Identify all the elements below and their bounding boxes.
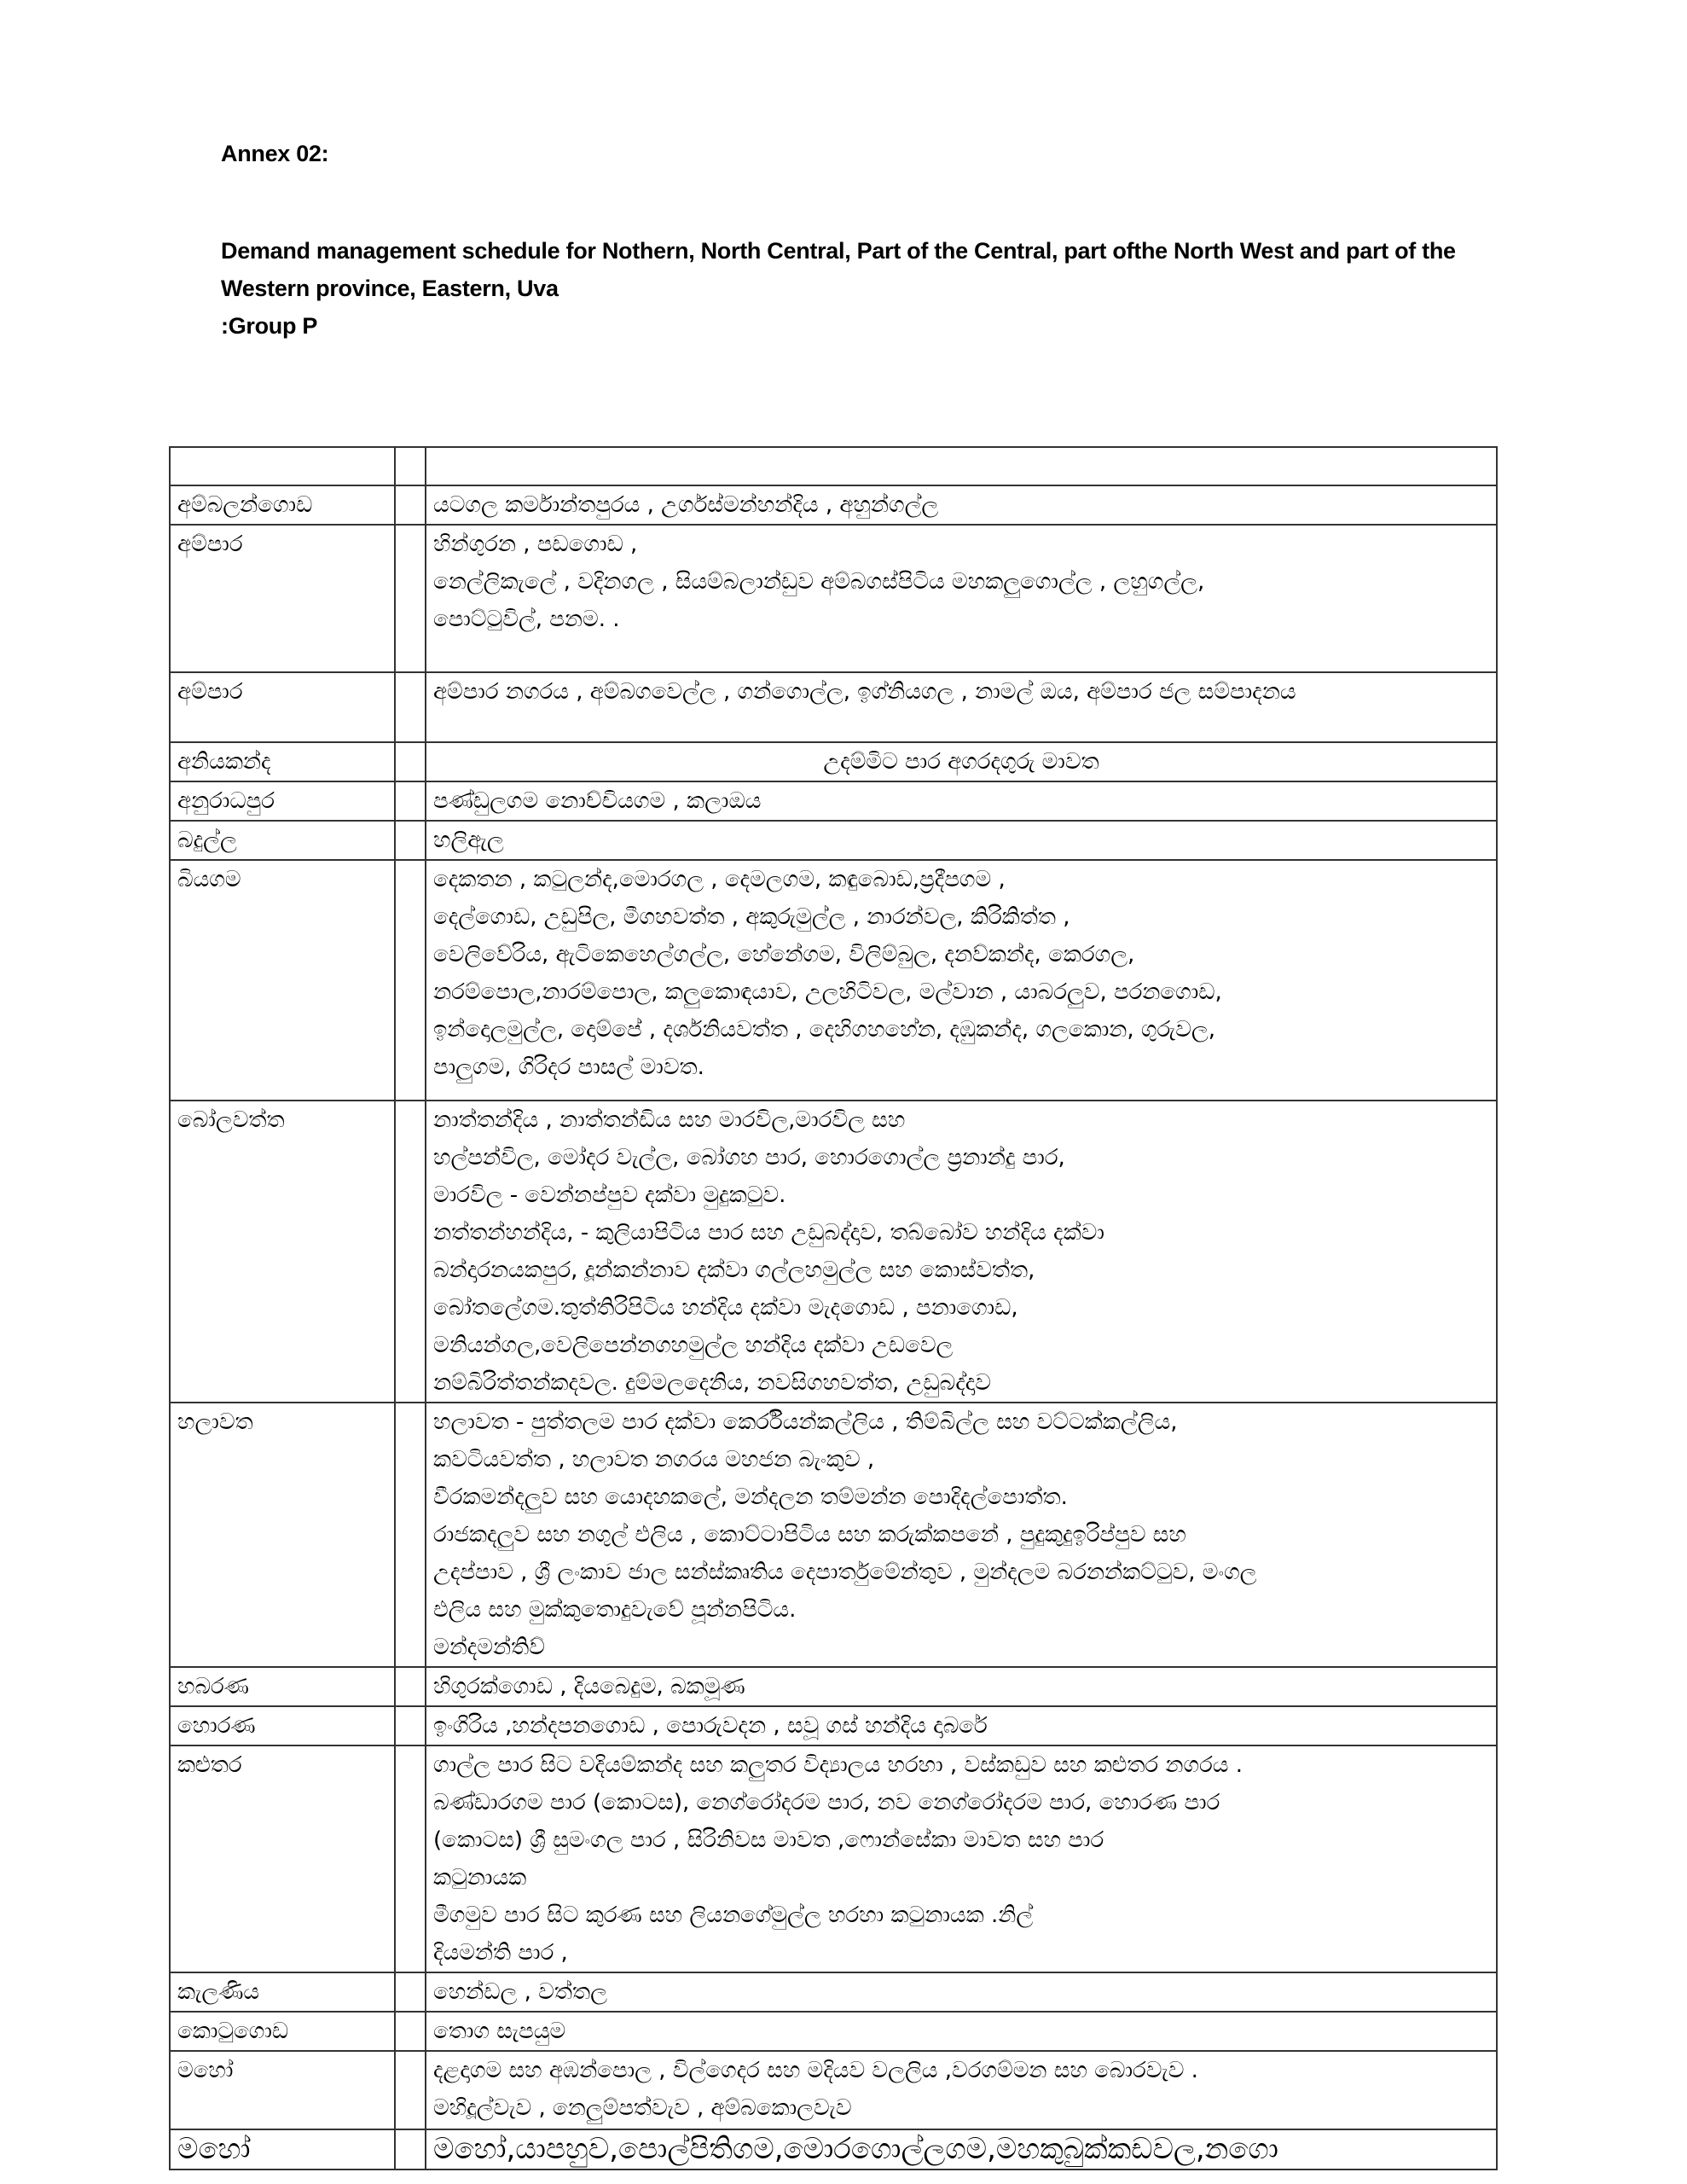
spacer-cell (395, 821, 426, 860)
spacer-cell (395, 1667, 426, 1706)
area-name-cell: කළුතර (170, 1745, 395, 1972)
spacer-cell (395, 860, 426, 1101)
spacer-cell (395, 1972, 426, 2012)
spacer-cell (395, 525, 426, 672)
table-row (170, 2129, 1497, 2169)
area-name-cell: හොරණ (170, 1706, 395, 1745)
table-row (170, 821, 1497, 860)
table-row (170, 2012, 1497, 2051)
table-row (170, 485, 1497, 525)
area-name-cell: අම්බලන්ගොඩ (170, 485, 395, 525)
spacer-cell (395, 1745, 426, 1972)
places-cell: හිගුරක්ගොඩ , දියබෙදුම, බකමූණ (426, 1667, 1497, 1706)
header-cell-places (426, 447, 1497, 485)
spacer-cell (395, 1101, 426, 1403)
spacer-cell (395, 672, 426, 742)
area-name-cell: හබරණ (170, 1667, 395, 1706)
places-cell: තොග සැපයුම (426, 2012, 1497, 2051)
area-name-cell: හලාවත (170, 1403, 395, 1667)
places-cell: අම්පාර නගරය , අම්බගවෙල්ල , ගන්ගොල්ල, ඉග්නියගල , නාමල් ඔය, අම්පාර ජල සම්පාදනය (426, 672, 1497, 742)
spacer-cell (395, 1403, 426, 1667)
schedule-table (169, 446, 1498, 2170)
spacer-cell (395, 485, 426, 525)
places-cell: උදම්මිට පාර අගරදගුරු මාවත (426, 742, 1497, 781)
table-header-row (170, 447, 1497, 485)
annex-label: Annex 02: (221, 141, 329, 166)
spacer-cell (395, 2051, 426, 2129)
document-title: Demand management schedule for Nothern, North Central, Part of the Central, part ofthe North West and part of the Western province, Eastern, Uva (221, 238, 1456, 301)
places-cell: ඉංගිරිය ,හන්දපනගොඩ , පොරුවදන , සවූ ගස් හන්දිය දාබරේ (426, 1706, 1497, 1745)
area-name-cell: බදුල්ල (170, 821, 395, 860)
table-row (170, 525, 1497, 672)
places-cell: හලිඇල (426, 821, 1497, 860)
area-name-cell: අම්පාර (170, 525, 395, 672)
table-row (170, 1706, 1497, 1745)
table-row (170, 2051, 1497, 2129)
table-row (170, 860, 1497, 1101)
places-cell: නාත්තන්දිය , නාත්තන්ඩිය සහ මාරවිල,මාරවිල සහ හල්පන්විල, මෝදර වැල්ල, බෝගහ පාර, හොරගොල්ල ප්‍රනාන්දු පාර, මාරවිල - වෙන්නප්පුව දක්වා මුදුකටුව. නත්තන්හන්දිය, - කුලියාපිටිය පාර සහ උඩුබද්දාව, තබ්බෝව හන්දිය දක්වා බන්දාරනයකපුර, දූන්කන්නාව දක්වා ගල්ලහමුල්ල සහ කොස්වත්ත, බෝතලේගම.තුත්තිරිපිටිය හන්දිය දක්වා මැදගොඩ , පනාගොඩ, මනියන්ගල,වෙලිපෙන්නගහමුල්ල හන්දිය දක්වා උඩවෙල නම්බිරිත්තන්කදවල. දුම්මලදෙනිය, නවසිගහවත්ත, උඩුබද්දාව (426, 1101, 1497, 1403)
area-name-cell: මහෝ (170, 2051, 395, 2129)
places-cell: දෙකතන , කටුලන්ද,මොරගල , දෙමලගම, කඳුබොඩ,ප්‍රදීපගම , දෙල්ගොඩ, උඩුපිල, මීගහවත්ත , අකුරුමුල්ල , නාරන්වල, කිරිකිත්ත , වෙලිවේරිය, ඇටිකෙහෙල්ගල්ල, හේනේගම, විලිම්බුල, දනව්කන්ද, කෙරගල, නරම්පොල,නාරම්පොල, කලුකොඳයාව, උලහිටිවල, මල්වාන , යාබරලුව, පරනගොඩ, ඉන්දොලමුල්ල, දොම්පේ , දර්ශනියවත්ත , දෙහිගහහේන, දඹුකන්ද, ගලකොන, ගුරුවල, පාලුගම, ගිරිදර පාසල් මාවත. (426, 860, 1497, 1101)
places-cell: හලාවත - පුත්තලම පාර දක්වා කෙර්රියන්කල්ලිය , තිම්බිල්ල සහ වට්ටක්කල්ලිය, කවටියවත්ත , හලාවත නගරය මහජන බැංකුව , වීරකමන්දලුව සහ යොදහකලේ, මන්දලන තම්මන්න පොදිදල්පොත්ත. රාජකදලුව සහ නගුල් එලිය , කොට්ටාපිටිය සහ කරුක්කපනේ , පුදුකුදුඉරිප්පුව සහ උදප්පාව , ශ්‍රී ලංකාව ජාල සන්ස්කෘතිය දෙපාර්තුමේන්තුව , මුන්දලම බරනන්කට්ටුව, මංගල එලිය සහ මුක්කුතොදුවැවේ පූන්නපිටිය. මන්දමන්තිව් (426, 1403, 1497, 1667)
places-cell: යටගල කර්මාන්තපුරය , උර්ගස්මන්හන්දිය , අහුන්ගල්ල (426, 485, 1497, 525)
places-cell: හින්ගුරන , පඩගොඩ , නෙල්ලිකැලේ , වදිනගල , සියම්බලාන්ඩුව අම්බගස්පිටිය මහකලුගොල්ල , ලහුගල්ල, පොට්ටුවිල්, පනම. . (426, 525, 1497, 672)
table-row (170, 742, 1497, 781)
table-row (170, 672, 1497, 742)
spacer-cell (395, 2012, 426, 2051)
area-name-cell: බියගම (170, 860, 395, 1101)
area-name-cell: අනුරාධපුර (170, 781, 395, 821)
area-name-cell: මහෝ (170, 2129, 395, 2169)
spacer-cell (395, 781, 426, 821)
table-row (170, 1667, 1497, 1706)
table-row (170, 781, 1497, 821)
places-cell: හෙන්ඩල , වත්තල (426, 1972, 1497, 2012)
area-name-cell: අනියකන්ද (170, 742, 395, 781)
table-row (170, 1745, 1497, 1972)
places-cell: ගාල්ල පාර සිට වදියම්කන්ද සහ කලුතර විද්‍යාලය හරහා , වස්කඩුව සහ කළුතර නගරය . බණ්ඩාරගම පාර (කොටස), නෙග්රෝදරම පාර, නව නෙග්රෝදරම පාර, හොරණ පාර (කොටස) ශ්‍රී සුමංගල පාර , සිරිනිවස මාවත ,ෆොන්සේකා මාවත සහ පාර කටුනායක මීගමුව පාර සිට කුරණ සහ ලියනගේමුල්ල හරහා කටුනායක .නිල් දියමන්ති පාර , (426, 1745, 1497, 1972)
table-row (170, 1972, 1497, 2012)
spacer-cell (395, 742, 426, 781)
spacer-cell (395, 1706, 426, 1745)
header-cell-area (170, 447, 395, 485)
group-label: :Group P (221, 313, 318, 339)
area-name-cell: බෝලවත්ත (170, 1101, 395, 1403)
area-name-cell: කැලණිය (170, 1972, 395, 2012)
table-row (170, 1403, 1497, 1667)
area-name-cell: අම්පාර (170, 672, 395, 742)
places-cell: මහෝ,යාපහුව,පොල්පිතිගම,මොරගොල්ලගම,මහකුබුක්කඩවල,නගො (426, 2129, 1497, 2169)
header-cell-spacer (395, 447, 426, 485)
table-row (170, 1101, 1497, 1403)
spacer-cell (395, 2129, 426, 2169)
places-cell: දළදාගම සහ අඹන්පොල , විල්ගෙදර සහ මදියව වලලිය ,වරගම්මන සහ බොරවැව . මහිදූල්වැව , නෙලුම්පත්වැව , අම්බකොලවැව (426, 2051, 1497, 2129)
places-cell: පණ්ඩුලගම නොච්චියගම , කලාඔය (426, 781, 1497, 821)
area-name-cell: කොටුගොඩ (170, 2012, 395, 2051)
